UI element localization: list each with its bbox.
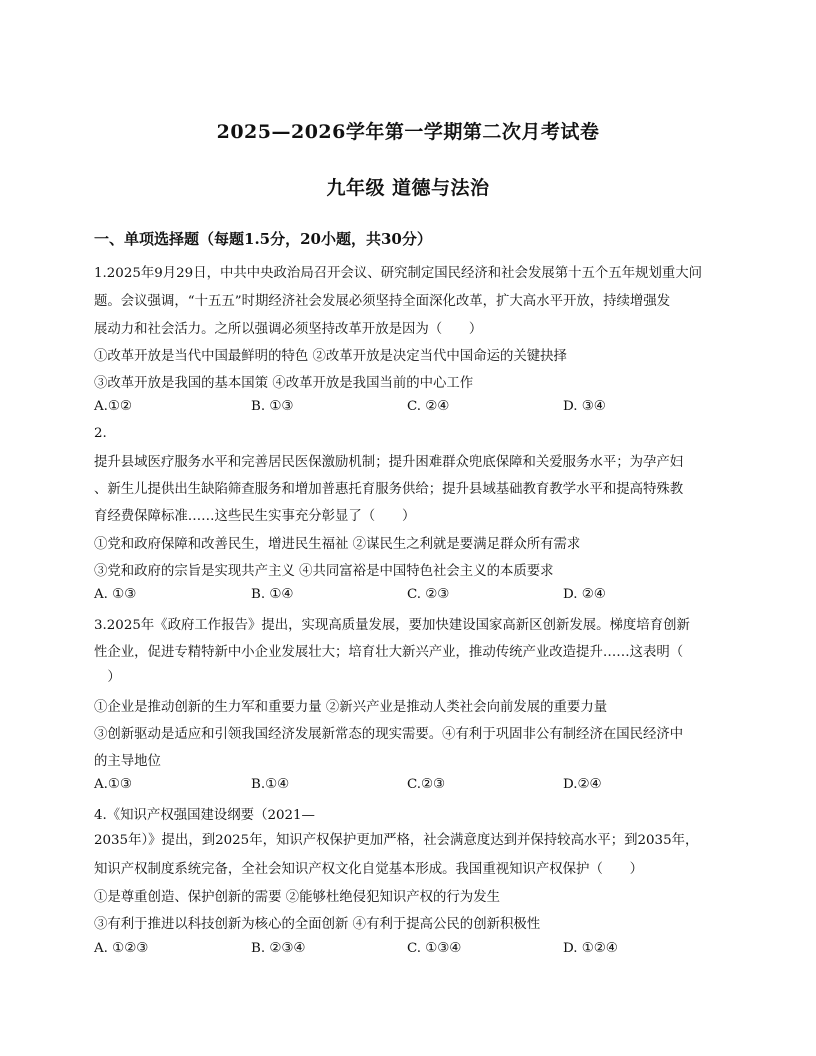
question-4-line-1: 4.《知识产权强国建设纲要（2021— bbox=[94, 808, 315, 823]
option-d: D. ③④ bbox=[563, 399, 606, 414]
option-a: A.①③ bbox=[94, 777, 132, 792]
question-1-choice-line-1: ①改革开放是当代中国最鲜明的特色 ②改革开放是决定当代中国命运的关键抉择 bbox=[94, 349, 567, 364]
question-2-options bbox=[94, 587, 654, 607]
question-4-choice-line-2: ③有利于推进以科技创新为核心的全面创新 ④有利于提高公民的创新积极性 bbox=[94, 917, 541, 932]
question-3-choice-line-1: ①企业是推动创新的生力军和重要力量 ②新兴产业是推动人类社会向前发展的重要力量 bbox=[94, 700, 608, 715]
question-2-line-1: 提升县域医疗服务水平和完善居民医保激励机制；提升困难群众兜底保障和关爱服务水平；为孕产妇 bbox=[94, 455, 684, 470]
option-b: B.①④ bbox=[251, 777, 290, 792]
exam-title: 2025—2026学年第一学期第二次月考试卷 bbox=[216, 121, 600, 143]
question-4-choice-line-1: ①是尊重创造、保护创新的需要 ②能够杜绝侵犯知识产权的行为发生 bbox=[94, 890, 500, 905]
option-c: C.②③ bbox=[407, 777, 446, 792]
question-3-line-1: 3.2025年《政府工作报告》提出，实现高质量发展，要加快建设国家高新区创新发展。梯度培育创新 bbox=[94, 618, 690, 633]
question-3-line-3: ） bbox=[94, 670, 121, 685]
option-b: B. ②③④ bbox=[251, 941, 306, 956]
option-b: B. ①④ bbox=[251, 587, 294, 602]
question-1-line-3: 展动力和社会活力。之所以强调必须坚持改革开放是因为（ ） bbox=[94, 322, 483, 337]
question-3-choice-line-2: ③创新驱动是适应和引领我国经济发展新常态的现实需要。④有利于巩固非公有制经济在国民经济中 bbox=[94, 727, 684, 742]
option-c: C. ②③ bbox=[407, 587, 450, 602]
question-2-line-2: 、新生儿提供出生缺陷筛查服务和增加普惠托育服务供给；提升县域基础教育教学水平和提高特殊教 bbox=[94, 482, 684, 497]
section-heading: 一、单项选择题（每题1.5分，20小题，共30分） bbox=[94, 230, 432, 248]
option-c: C. ②④ bbox=[407, 399, 450, 414]
question-2-choice-line-2: ③党和政府的宗旨是实现共产主义 ④共同富裕是中国特色社会主义的本质要求 bbox=[94, 564, 554, 579]
question-2-choice-line-1: ①党和政府保障和改善民生，增进民生福祉 ②谋民生之利就是要满足群众所有需求 bbox=[94, 537, 581, 552]
exam-subtitle: 九年级 道德与法治 bbox=[326, 177, 490, 199]
question-4-line-2: 2035年）》提出，到2025年，知识产权保护更加严格，社会满意度达到并保持较高水平；到2035年， bbox=[94, 833, 699, 848]
option-c: C. ①③④ bbox=[407, 941, 462, 956]
option-a: A. ①③ bbox=[94, 587, 137, 602]
question-1-choice-line-2: ③改革开放是我国的基本国策 ④改革开放是我国当前的中心工作 bbox=[94, 376, 474, 391]
question-2-number: 2. bbox=[94, 426, 107, 441]
question-3-options bbox=[94, 777, 654, 797]
option-d: D. ①②④ bbox=[563, 941, 618, 956]
question-2-line-3: 育经费保障标准……这些民生实事充分彰显了（ ） bbox=[94, 509, 416, 524]
question-3-choice-line-3: 的主导地位 bbox=[94, 754, 161, 769]
question-4-line-3: 知识产权制度系统完备，全社会知识产权文化自觉基本形成。我国重视知识产权保护（ ） bbox=[94, 862, 644, 877]
option-b: B. ①③ bbox=[251, 399, 294, 414]
option-d: D. ②④ bbox=[563, 587, 606, 602]
question-1-line-1: 1.2025年9月29日，中共中央政治局召开会议、研究制定国民经济和社会发展第十五个五年规划重大问 bbox=[94, 266, 703, 281]
question-1-options bbox=[94, 399, 654, 419]
question-4-options bbox=[94, 941, 654, 961]
option-a: A.①② bbox=[94, 399, 132, 414]
question-3-line-2: 性企业，促进专精特新中小企业发展壮大；培育壮大新兴产业，推动传统产业改造提升……这表明（ bbox=[94, 645, 684, 660]
question-1-line-2: 题。会议强调，“十五五”时期经济社会发展必须坚持全面深化改革，扩大高水平开放，持续增强发 bbox=[94, 294, 671, 309]
option-d: D.②④ bbox=[563, 777, 602, 792]
option-a: A. ①②③ bbox=[94, 941, 149, 956]
